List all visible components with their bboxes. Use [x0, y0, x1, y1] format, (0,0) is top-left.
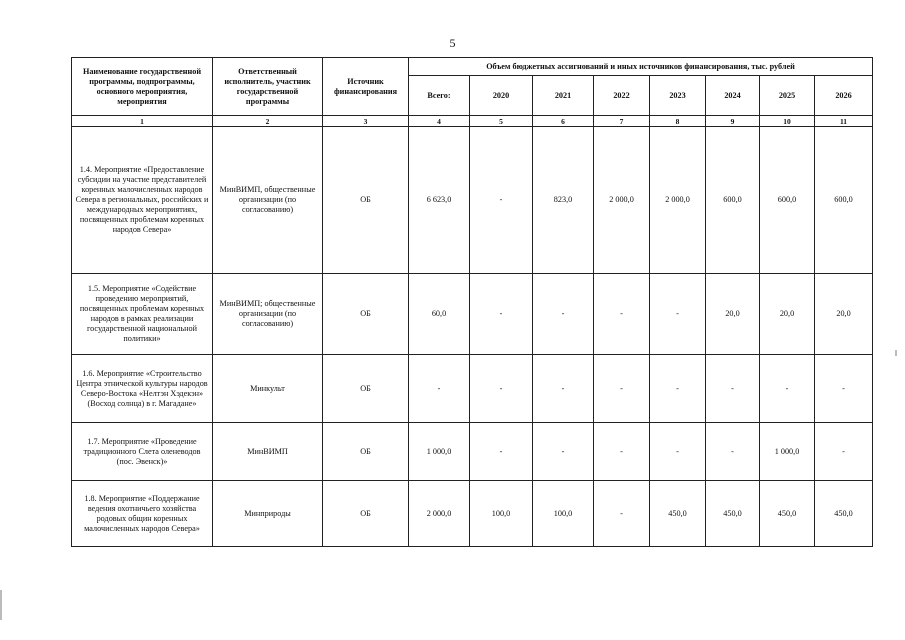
- table-row: [72, 127, 873, 274]
- year-value: -: [650, 274, 706, 355]
- column-number: 1: [72, 116, 213, 127]
- column-number: 3: [323, 116, 409, 127]
- column-number: 2: [213, 116, 323, 127]
- year-value: -: [815, 423, 873, 481]
- total-value: 1 000,0: [409, 423, 470, 481]
- year-value: -: [470, 127, 533, 274]
- year-value: 450,0: [815, 481, 873, 547]
- header-year: 2026: [815, 76, 873, 116]
- year-value: -: [594, 481, 650, 547]
- header-year: 2020: [470, 76, 533, 116]
- year-value: -: [533, 274, 594, 355]
- year-value: 600,0: [706, 127, 760, 274]
- year-value: 20,0: [706, 274, 760, 355]
- activity-name: 1.8. Мероприятие «Поддержание ведения охотничьего хозяйства родовых общин коренных малочисленных народов Севера»: [72, 481, 213, 547]
- header-year: 2021: [533, 76, 594, 116]
- header-year: 2022: [594, 76, 650, 116]
- header-year: 2024: [706, 76, 760, 116]
- year-value: -: [470, 274, 533, 355]
- year-value: -: [706, 423, 760, 481]
- year-value: 2 000,0: [650, 127, 706, 274]
- year-value: -: [594, 355, 650, 423]
- year-value: 450,0: [706, 481, 760, 547]
- header-year: 2023: [650, 76, 706, 116]
- header-budget-group: Объем бюджетных ассигнований и иных источников финансирования, тыс. рублей: [409, 58, 873, 76]
- year-value: 823,0: [533, 127, 594, 274]
- total-value: -: [409, 355, 470, 423]
- year-value: 450,0: [650, 481, 706, 547]
- year-value: 20,0: [760, 274, 815, 355]
- activity-name: 1.7. Мероприятие «Проведение традиционного Слета оленеводов (пос. Эвенск)»: [72, 423, 213, 481]
- year-value: 450,0: [760, 481, 815, 547]
- table-row: [72, 423, 873, 481]
- year-value: 600,0: [760, 127, 815, 274]
- total-value: 2 000,0: [409, 481, 470, 547]
- column-number: 10: [760, 116, 815, 127]
- column-number: 6: [533, 116, 594, 127]
- executor: Минкульт: [213, 355, 323, 423]
- year-value: -: [470, 423, 533, 481]
- year-value: -: [815, 355, 873, 423]
- funding-source: ОБ: [323, 127, 409, 274]
- header-source: Источник финансирования: [323, 58, 409, 116]
- page-number: 5: [449, 36, 456, 50]
- header-executor: Ответственный исполнитель, участник государственной программы: [213, 58, 323, 116]
- column-number: 5: [470, 116, 533, 127]
- year-value: -: [650, 355, 706, 423]
- executor: МинВИМП: [213, 423, 323, 481]
- year-value: -: [594, 423, 650, 481]
- year-value: -: [706, 355, 760, 423]
- funding-source: ОБ: [323, 274, 409, 355]
- activity-name: 1.4. Мероприятие «Предоставление субсидии на участие представителей коренных малочисленных народов Севера в региональных, российских и международных мероприятиях, посвященных проблемам коренных народов Севера»: [72, 127, 213, 274]
- year-value: -: [470, 355, 533, 423]
- year-value: 2 000,0: [594, 127, 650, 274]
- year-value: -: [594, 274, 650, 355]
- budget-table: [71, 57, 873, 547]
- executor: МинВИМП; общественные организации (по согласованию): [213, 274, 323, 355]
- total-value: 6 623,0: [409, 127, 470, 274]
- table-row: [72, 355, 873, 423]
- year-value: -: [760, 355, 815, 423]
- executor: МинВИМП, общественные организации (по согласованию): [213, 127, 323, 274]
- scan-artifact: [895, 350, 897, 356]
- header-year: 2025: [760, 76, 815, 116]
- column-number: 7: [594, 116, 650, 127]
- year-value: 1 000,0: [760, 423, 815, 481]
- table-row: [72, 481, 873, 547]
- year-value: -: [650, 423, 706, 481]
- funding-source: ОБ: [323, 423, 409, 481]
- year-value: 100,0: [470, 481, 533, 547]
- year-value: 600,0: [815, 127, 873, 274]
- year-value: -: [533, 423, 594, 481]
- header-total: Всего:: [409, 76, 470, 116]
- year-value: 100,0: [533, 481, 594, 547]
- funding-source: ОБ: [323, 355, 409, 423]
- scan-artifact: [0, 590, 2, 620]
- column-number: 8: [650, 116, 706, 127]
- column-number: 9: [706, 116, 760, 127]
- year-value: 20,0: [815, 274, 873, 355]
- activity-name: 1.5. Мероприятие «Содействие проведению мероприятий, посвященных проблемам коренных народов в рамках реализации государственной национальной политики»: [72, 274, 213, 355]
- year-value: -: [533, 355, 594, 423]
- table-row: [72, 274, 873, 355]
- executor: Минприроды: [213, 481, 323, 547]
- funding-source: ОБ: [323, 481, 409, 547]
- activity-name: 1.6. Мероприятие «Строительство Центра этнической культуры народов Северо-Востока «Нелтэн Хэдекэн» (Восход солнца) в г. Магадане»: [72, 355, 213, 423]
- header-name: Наименование государственной программы, подпрограммы, основного мероприятия, мероприятия: [72, 58, 213, 116]
- column-number-row: [72, 116, 873, 127]
- column-number: 4: [409, 116, 470, 127]
- total-value: 60,0: [409, 274, 470, 355]
- column-number: 11: [815, 116, 873, 127]
